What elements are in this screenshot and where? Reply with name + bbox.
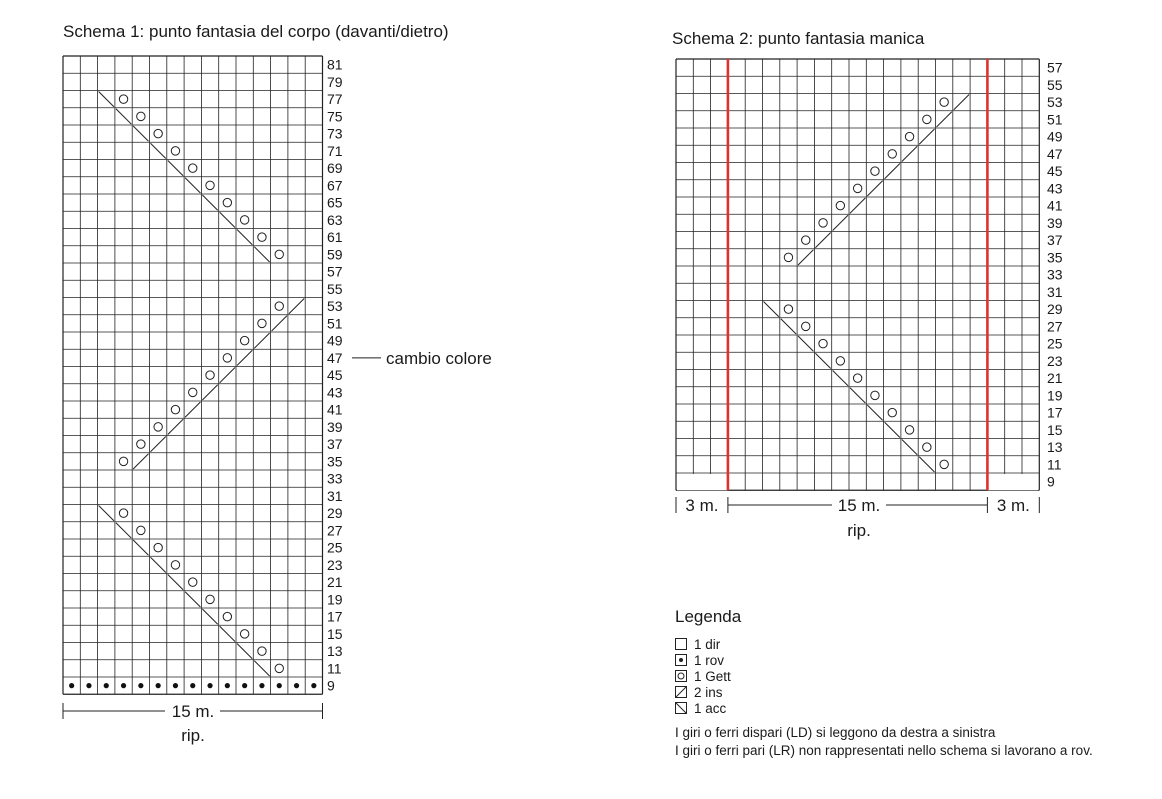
- repeat-label: rip.: [847, 521, 871, 540]
- ssk-decrease-symbol: [798, 336, 813, 351]
- k2tog-decrease-symbol: [885, 164, 900, 179]
- row-number: 23: [327, 556, 343, 573]
- ssk-decrease-symbol: [902, 440, 917, 455]
- yarn-over-symbol: [784, 305, 792, 313]
- legend-label: 1 acc: [694, 700, 727, 716]
- row-number: 75: [327, 108, 343, 125]
- row-number: 31: [1047, 283, 1063, 300]
- row-number: 73: [327, 125, 343, 142]
- row-number: 43: [1047, 180, 1063, 197]
- ssk-decrease-symbol: [764, 302, 779, 317]
- yarn-over-symbol: [923, 443, 931, 451]
- row-number: 19: [327, 591, 343, 608]
- circle-square-icon: [675, 670, 687, 682]
- row-number: 49: [1047, 128, 1063, 145]
- row-number: 51: [1047, 111, 1063, 128]
- yarn-over-symbol: [836, 357, 844, 365]
- row-number: 11: [327, 660, 342, 677]
- schema1-title: Schema 1: punto fantasia del corpo (davanti/dietro): [63, 22, 449, 41]
- legend-item: [675, 700, 731, 716]
- empty-square-icon: [675, 638, 687, 650]
- row-number: 21: [327, 574, 343, 591]
- legend-label: 1 dir: [694, 636, 721, 652]
- yarn-over-symbol: [888, 408, 896, 416]
- k2tog-decrease-symbol: [867, 181, 882, 196]
- row-number: 33: [327, 470, 343, 487]
- row-number: 69: [327, 160, 343, 177]
- yarn-over-symbol: [819, 219, 827, 227]
- yarn-over-symbol: [871, 391, 879, 399]
- row-number: 57: [327, 263, 343, 280]
- row-number: 17: [1047, 404, 1063, 421]
- row-number: 37: [1047, 232, 1063, 249]
- empty-area: [677, 474, 727, 490]
- yarn-over-symbol: [802, 236, 810, 244]
- ssk-decrease-symbol: [815, 353, 830, 368]
- row-number: 71: [327, 142, 343, 159]
- k2tog-decrease-symbol: [833, 215, 848, 230]
- left-edge-label: 3 m.: [685, 496, 719, 515]
- k2tog-decrease-symbol: [902, 146, 917, 161]
- legend-item: [675, 652, 731, 668]
- k2tog-decrease-symbol: [954, 95, 969, 110]
- row-number: 61: [327, 229, 343, 246]
- row-number: 19: [1047, 387, 1063, 404]
- legend-label: 1 rov: [694, 652, 725, 668]
- yarn-over-symbol: [836, 201, 844, 209]
- color-change-label: cambio colore: [386, 348, 492, 368]
- row-number: 39: [327, 418, 343, 435]
- k2tog-decrease-symbol: [798, 250, 813, 265]
- row-number: 81: [327, 56, 343, 73]
- row-number: 53: [1047, 94, 1063, 111]
- row-number: 79: [327, 73, 343, 90]
- ssk-decrease-symbol: [781, 319, 796, 334]
- row-number: 13: [1047, 439, 1063, 456]
- row-number: 9: [327, 677, 335, 694]
- row-number: 9: [1047, 473, 1055, 490]
- yarn-over-symbol: [888, 150, 896, 158]
- row-number: 57: [1047, 59, 1063, 76]
- row-number: 35: [1047, 249, 1063, 266]
- row-number: 47: [327, 349, 343, 366]
- legend-title: Legenda: [675, 607, 742, 626]
- k2tog-decrease-symbol: [937, 112, 952, 127]
- k2tog-decrease-symbol: [919, 129, 934, 144]
- yarn-over-symbol: [802, 322, 810, 330]
- repeat-label: rip.: [181, 726, 205, 745]
- row-number: 41: [327, 401, 343, 418]
- row-number: 43: [327, 384, 343, 401]
- legend-item: [675, 636, 731, 652]
- row-number: 53: [327, 298, 343, 315]
- ssk-decrease-symbol: [885, 422, 900, 437]
- row-number: 29: [327, 505, 343, 522]
- yarn-over-symbol: [853, 184, 861, 192]
- row-number: 55: [1047, 76, 1063, 93]
- yarn-over-symbol: [940, 460, 948, 468]
- row-number: 39: [1047, 214, 1063, 231]
- legend-item: [675, 684, 731, 700]
- row-number: 65: [327, 194, 343, 211]
- legend-label: 2 ins: [694, 684, 723, 700]
- row-number: 51: [327, 315, 343, 332]
- schema2-title: Schema 2: punto fantasia manica: [672, 29, 925, 48]
- row-number: 59: [327, 246, 343, 263]
- row-number: 49: [327, 332, 343, 349]
- row-number: 27: [1047, 318, 1063, 335]
- row-number: 25: [1047, 335, 1063, 352]
- row-number: 33: [1047, 266, 1063, 283]
- yarn-over-symbol: [853, 374, 861, 382]
- row-number: 11: [1047, 456, 1062, 473]
- width-label: 15 m.: [171, 702, 215, 721]
- row-number: 15: [1047, 421, 1063, 438]
- yarn-over-symbol: [940, 98, 948, 106]
- row-number: 37: [327, 436, 343, 453]
- row-number: 41: [1047, 197, 1063, 214]
- legend-list: [675, 636, 731, 716]
- yarn-over-symbol: [905, 426, 913, 434]
- row-number: 25: [327, 539, 343, 556]
- legend-label: 1 Gett: [694, 668, 731, 684]
- row-number: 47: [1047, 145, 1063, 162]
- empty-area: [988, 474, 1038, 490]
- yarn-over-symbol: [923, 115, 931, 123]
- legend-item: [675, 668, 731, 684]
- row-number: 45: [1047, 163, 1063, 180]
- legend-note-even-rows: I giri o ferri pari (LR) non rappresentati nello schema si lavorano a rov.: [675, 743, 1093, 758]
- row-number: 55: [327, 280, 343, 297]
- row-number: 45: [327, 367, 343, 384]
- row-number: 13: [327, 643, 343, 660]
- ssk-decrease-symbol: [850, 388, 865, 403]
- row-number: 27: [327, 522, 343, 539]
- yarn-over-symbol: [819, 339, 827, 347]
- yarn-over-symbol: [905, 132, 913, 140]
- right-edge-label: 3 m.: [996, 496, 1030, 515]
- yarn-over-symbol: [871, 167, 879, 175]
- repeat-width-label: 15 m.: [837, 496, 881, 515]
- yarn-over-symbol: [784, 253, 792, 261]
- dot-square-icon: [675, 654, 687, 666]
- row-number: 21: [1047, 370, 1063, 387]
- slash-square-icon: [675, 686, 687, 698]
- ssk-decrease-symbol: [833, 371, 848, 386]
- backslash-square-icon: [675, 702, 687, 714]
- row-number: 67: [327, 177, 343, 194]
- row-number: 23: [1047, 352, 1063, 369]
- legend-note-odd-rows: I giri o ferri dispari (LD) si leggono da destra a sinistra: [675, 725, 996, 740]
- row-number: 31: [327, 487, 343, 504]
- row-number: 77: [327, 91, 343, 108]
- row-number: 29: [1047, 301, 1063, 318]
- row-number: 63: [327, 211, 343, 228]
- ssk-decrease-symbol: [919, 457, 934, 472]
- ssk-decrease-symbol: [867, 405, 882, 420]
- k2tog-decrease-symbol: [815, 233, 830, 248]
- row-number: 35: [327, 453, 343, 470]
- row-number: 15: [327, 625, 343, 642]
- row-number: 17: [327, 608, 343, 625]
- k2tog-decrease-symbol: [850, 198, 865, 213]
